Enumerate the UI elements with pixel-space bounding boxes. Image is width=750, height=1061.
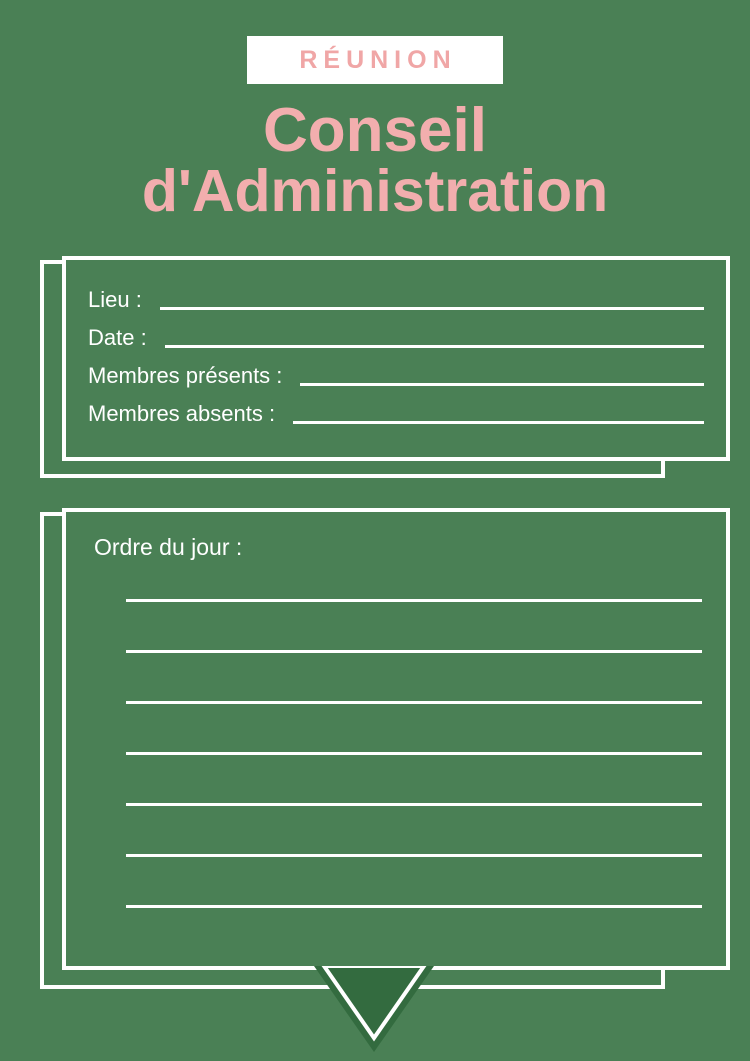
reunion-badge: [247, 36, 503, 84]
agenda-writeline[interactable]: [126, 905, 702, 908]
ribbon-notch-decoration: [314, 966, 434, 1052]
page-title-line-2: d'Administration: [141, 158, 609, 224]
page-title-line-1: Conseil: [263, 96, 487, 165]
field-row-membres-absents: [88, 394, 704, 432]
agenda-writeline[interactable]: [126, 599, 702, 602]
field-label-membres-presents: Membres présents :: [88, 363, 283, 388]
field-label-date: Date :: [88, 325, 147, 350]
field-writeline-membres-absents[interactable]: [293, 421, 704, 424]
field-row-membres-presents: [88, 356, 704, 394]
field-row-date: [88, 318, 704, 356]
field-row-lieu: [88, 280, 704, 318]
page-title: [0, 96, 750, 224]
agenda-writeline[interactable]: [126, 803, 702, 806]
field-label-lieu: Lieu :: [88, 287, 142, 312]
field-writeline-lieu[interactable]: [160, 307, 704, 310]
reunion-badge-label: RÉUNION: [299, 45, 457, 74]
agenda-content: [62, 508, 730, 970]
agenda-box: [40, 508, 700, 988]
agenda-title: Ordre du jour :: [94, 534, 243, 560]
meeting-info-box: [40, 256, 700, 478]
field-writeline-membres-presents[interactable]: [300, 383, 704, 386]
agenda-writeline[interactable]: [126, 752, 702, 755]
agenda-writeline[interactable]: [126, 701, 702, 704]
agenda-writeline[interactable]: [126, 650, 702, 653]
field-writeline-date[interactable]: [165, 345, 704, 348]
field-label-membres-absents: Membres absents :: [88, 401, 276, 426]
agenda-writeline[interactable]: [126, 854, 702, 857]
meeting-info-fields: [62, 256, 730, 461]
